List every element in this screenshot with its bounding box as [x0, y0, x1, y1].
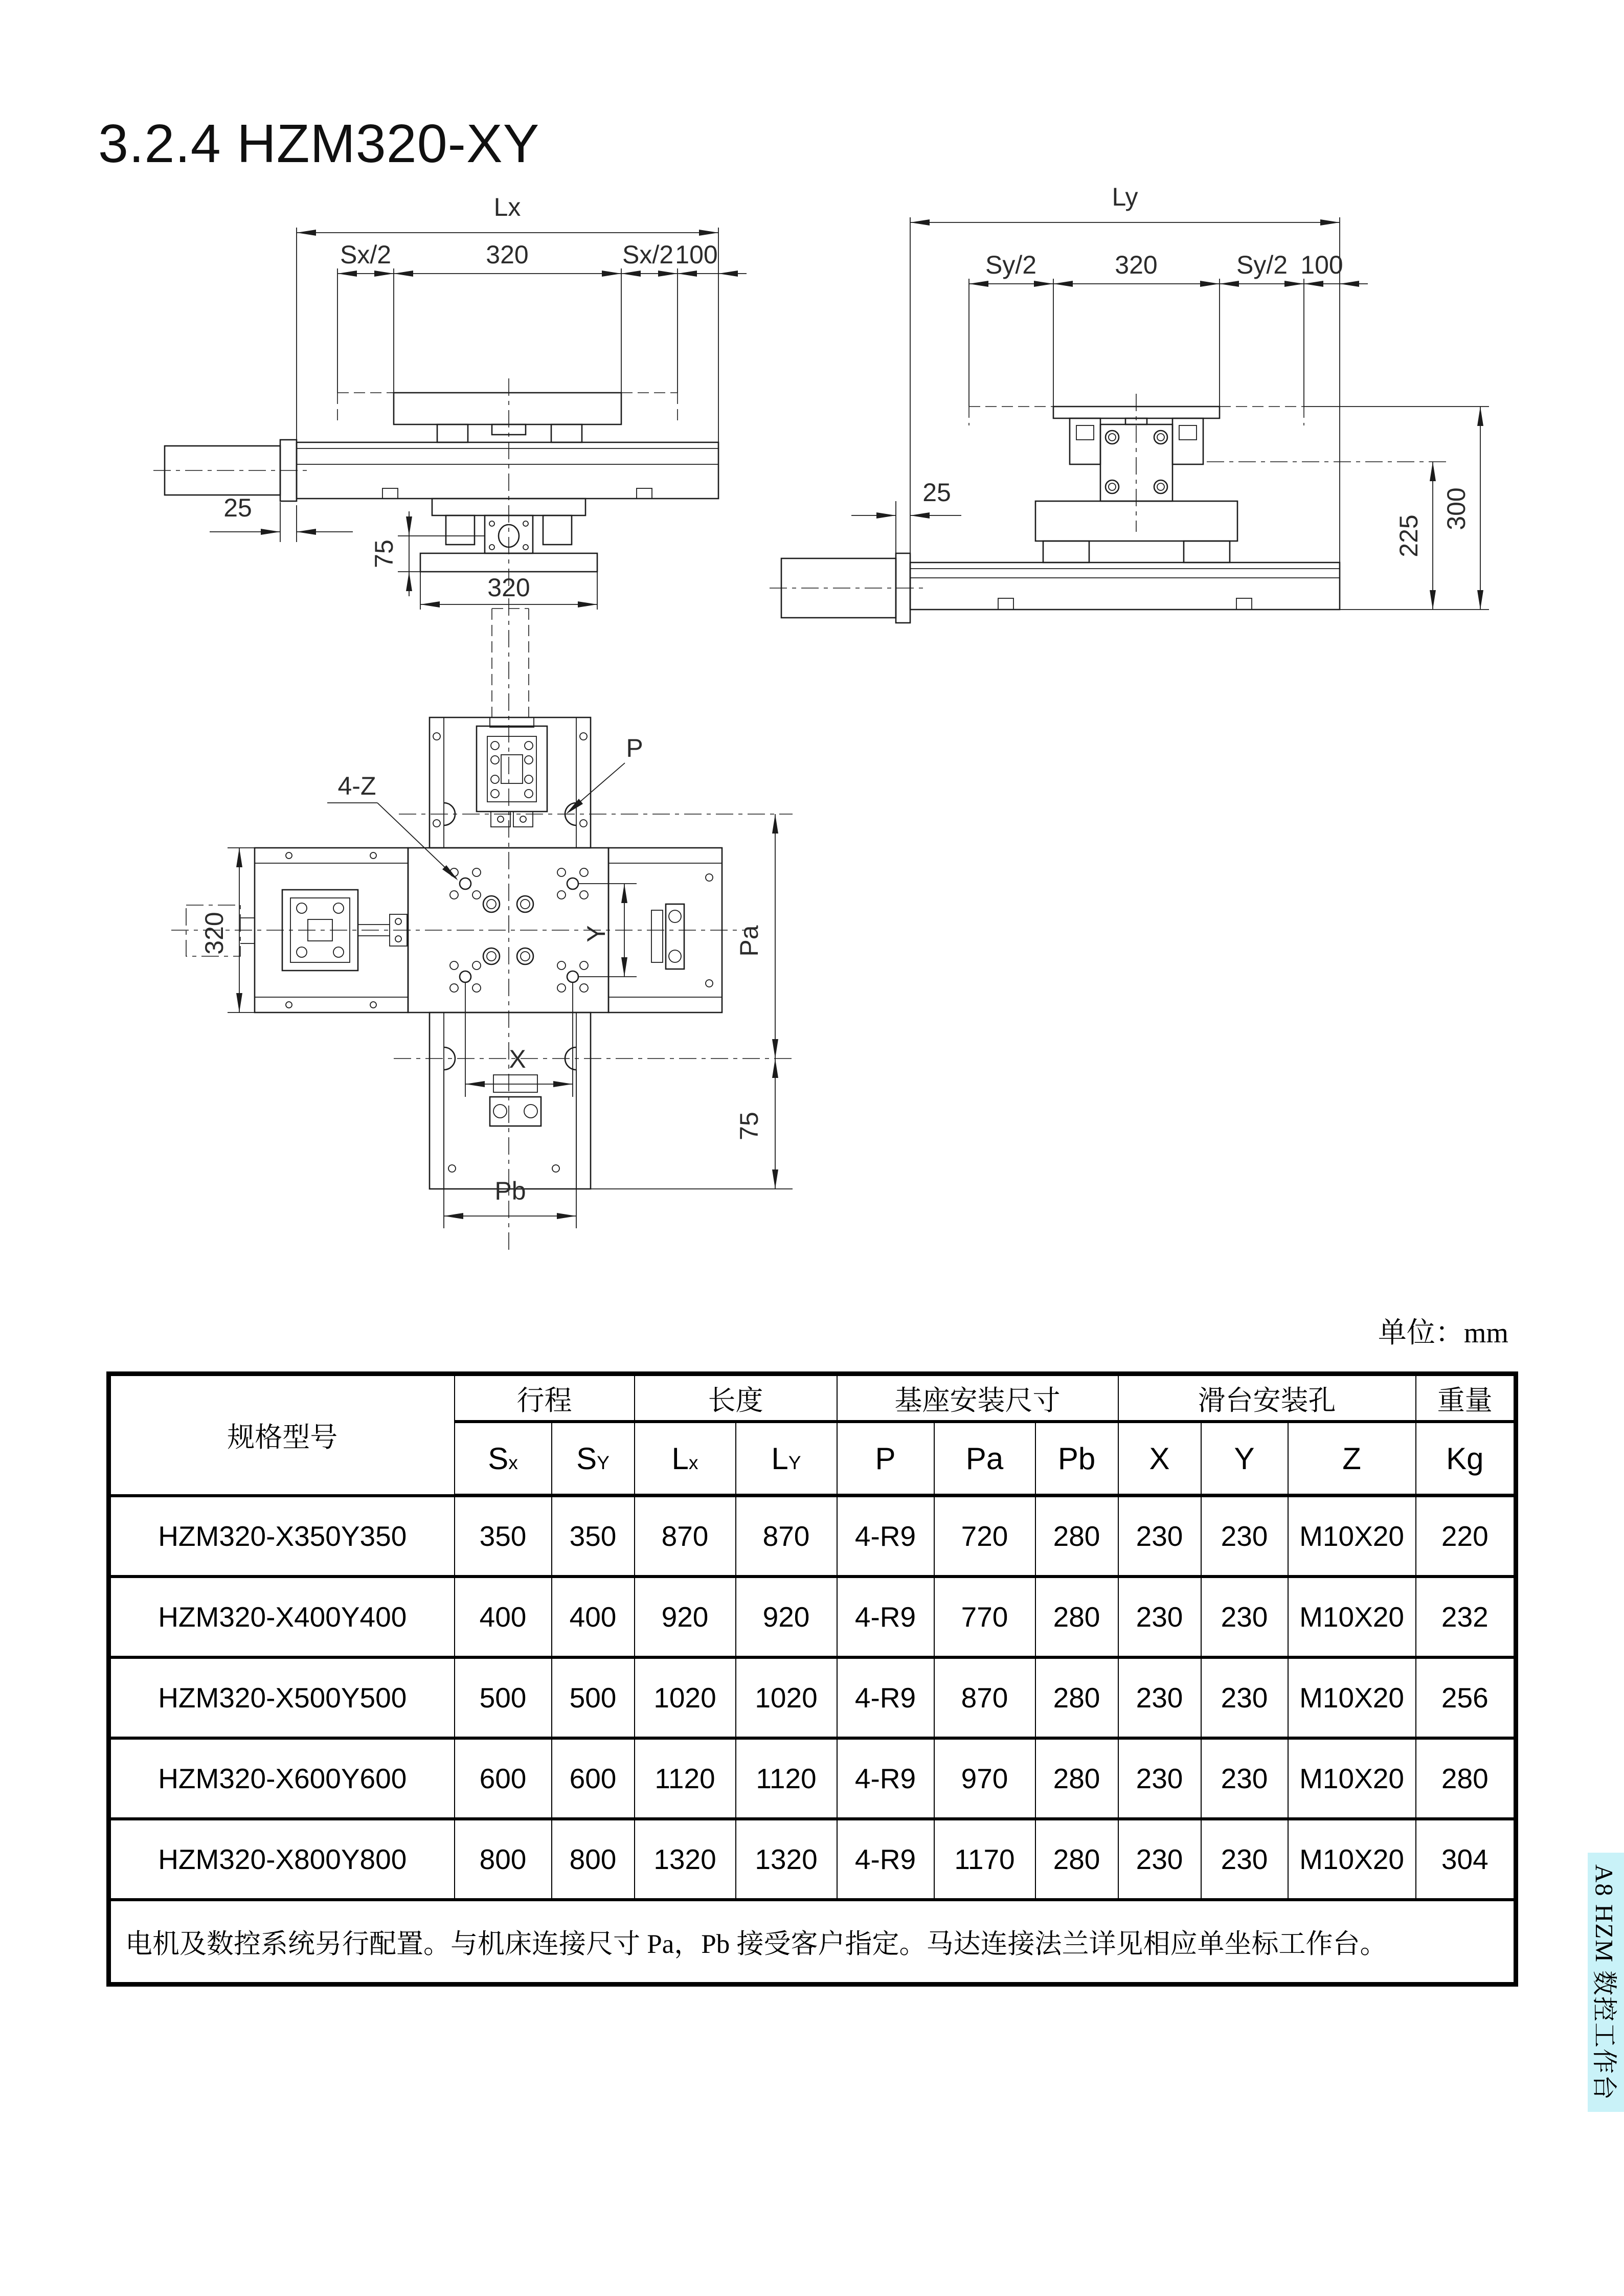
page-title: 3.2.4 HZM320-XY: [98, 114, 540, 174]
dim-label-x: X: [509, 1045, 526, 1073]
plan-view-drawing: [159, 583, 849, 1289]
chapter-side-tab: [1588, 1853, 1624, 2112]
model-cell: HZM320-X500Y500: [109, 1657, 455, 1738]
y-view-carriage: [969, 394, 1304, 562]
plan-dimension-pb: [444, 1070, 576, 1228]
dim-label-25: 25: [922, 478, 951, 507]
x-axis-side-view-drawing: [133, 184, 767, 614]
group-header-stroke: 行程: [455, 1374, 635, 1422]
dim-label-p: P: [626, 734, 643, 762]
column-header-pa: Pa: [934, 1422, 1035, 1496]
plan-bottom-arm: [430, 1012, 591, 1189]
y-view-dimension-ly: [910, 183, 1340, 610]
model-cell: HZM320-X350Y350: [109, 1496, 455, 1577]
column-header-lx: Lx: [635, 1422, 736, 1496]
table-row: HZM320-X400Y400 400 400 920 920 4-R9 770 280 230 230 M10X20 232: [109, 1577, 1516, 1657]
dim-label-225: 225: [1394, 514, 1423, 557]
column-header-kg: Kg: [1416, 1422, 1516, 1496]
group-header-length: 长度: [635, 1374, 837, 1422]
model-cell: HZM320-X400Y400: [109, 1577, 455, 1657]
dim-label-sy2-left: Sy/2: [985, 251, 1037, 279]
column-header-y: Y: [1201, 1422, 1288, 1496]
table-note-row: [109, 1900, 1516, 1985]
spec-table: [106, 1371, 1518, 1987]
y-view-dimension-300: [1304, 407, 1489, 610]
x-view-motor: [153, 440, 312, 501]
dim-label-sx2-right: Sx/2: [622, 240, 674, 269]
plan-centerlines: [171, 598, 793, 1253]
column-header-ly: LY: [736, 1422, 837, 1496]
y-view-dimension-225: [1207, 462, 1447, 610]
table-note: 电机及数控系统另行配置。与机床连接尺寸 Pa，Pb 接受客户指定。马达连接法兰详见相应单坐标工作台。: [109, 1900, 1516, 1985]
dim-label-320-center: 320: [486, 240, 529, 269]
dim-label-25: 25: [223, 493, 252, 522]
column-header-sy: SY: [552, 1422, 635, 1496]
dim-label-sx2-left: Sx/2: [340, 240, 392, 269]
x-view-dimension-row2: [337, 240, 747, 393]
column-header-sx: Sx: [455, 1422, 552, 1496]
y-axis-side-view-drawing: [757, 174, 1503, 634]
model-cell: HZM320-X800Y800: [109, 1819, 455, 1900]
plan-leader-p: [566, 734, 643, 814]
dim-label-ly: Ly: [1112, 183, 1138, 211]
dim-label-pa: Pa: [735, 925, 763, 957]
dim-label-y: Y: [582, 925, 611, 942]
y-view-dimension-row2: [969, 251, 1368, 407]
table-row: HZM320-X350Y350 350 350 870 870 4-R9 720 280 230 230 M10X20 220: [109, 1496, 1516, 1577]
column-header-model: 规格型号: [109, 1374, 455, 1496]
dim-label-75: 75: [370, 539, 398, 568]
dim-label-pb: Pb: [494, 1177, 526, 1205]
table-row: HZM320-X800Y800 800 800 1320 1320 4-R9 1170 280 230 230 M10X20 304: [109, 1819, 1516, 1900]
table-row: HZM320-X500Y500 500 500 1020 1020 4-R9 870 280 230 230 M10X20 256: [109, 1657, 1516, 1738]
x-view-rail-body: [297, 442, 718, 499]
y-view-dimension-25: [851, 478, 961, 553]
table-row: HZM320-X600Y600 600 600 1120 1120 4-R9 970 280 230 230 M10X20 280: [109, 1738, 1516, 1819]
plan-dimension-pa: [735, 814, 778, 1059]
column-header-z: Z: [1288, 1422, 1416, 1496]
group-header-slide-mount: 滑台安装孔: [1118, 1374, 1416, 1422]
dim-label-100: 100: [1300, 251, 1343, 279]
column-header-pb: Pb: [1035, 1422, 1118, 1496]
dim-label-300: 300: [1442, 487, 1471, 530]
plan-top-arm: [430, 609, 591, 848]
plan-dimension-x: [465, 982, 573, 1097]
column-header-x: X: [1118, 1422, 1201, 1496]
plan-dimension-75: [591, 1059, 793, 1189]
group-header-weight: 重量: [1416, 1374, 1516, 1422]
dim-label-320-left: 320: [200, 912, 229, 955]
group-header-base-mount: 基座安装尺寸: [837, 1374, 1118, 1422]
dim-label-100: 100: [675, 240, 718, 269]
dim-label-sy2-right: Sy/2: [1236, 251, 1288, 279]
dim-label-320-center: 320: [1115, 251, 1158, 279]
x-view-dimension-lx: [297, 193, 718, 442]
chapter-side-tab-label: A8 HZM 数控工作台: [1590, 1864, 1618, 2101]
dim-label-lx: Lx: [493, 193, 521, 221]
dim-label-320-bottom: 320: [487, 573, 530, 602]
y-view-rail-body: [910, 562, 1340, 610]
dim-label-4z: 4-Z: [337, 772, 376, 800]
column-header-p: P: [837, 1422, 934, 1496]
model-cell: HZM320-X600Y600: [109, 1738, 455, 1819]
units-label: 单位：mm: [1378, 1317, 1508, 1349]
dim-label-75: 75: [735, 1112, 763, 1140]
